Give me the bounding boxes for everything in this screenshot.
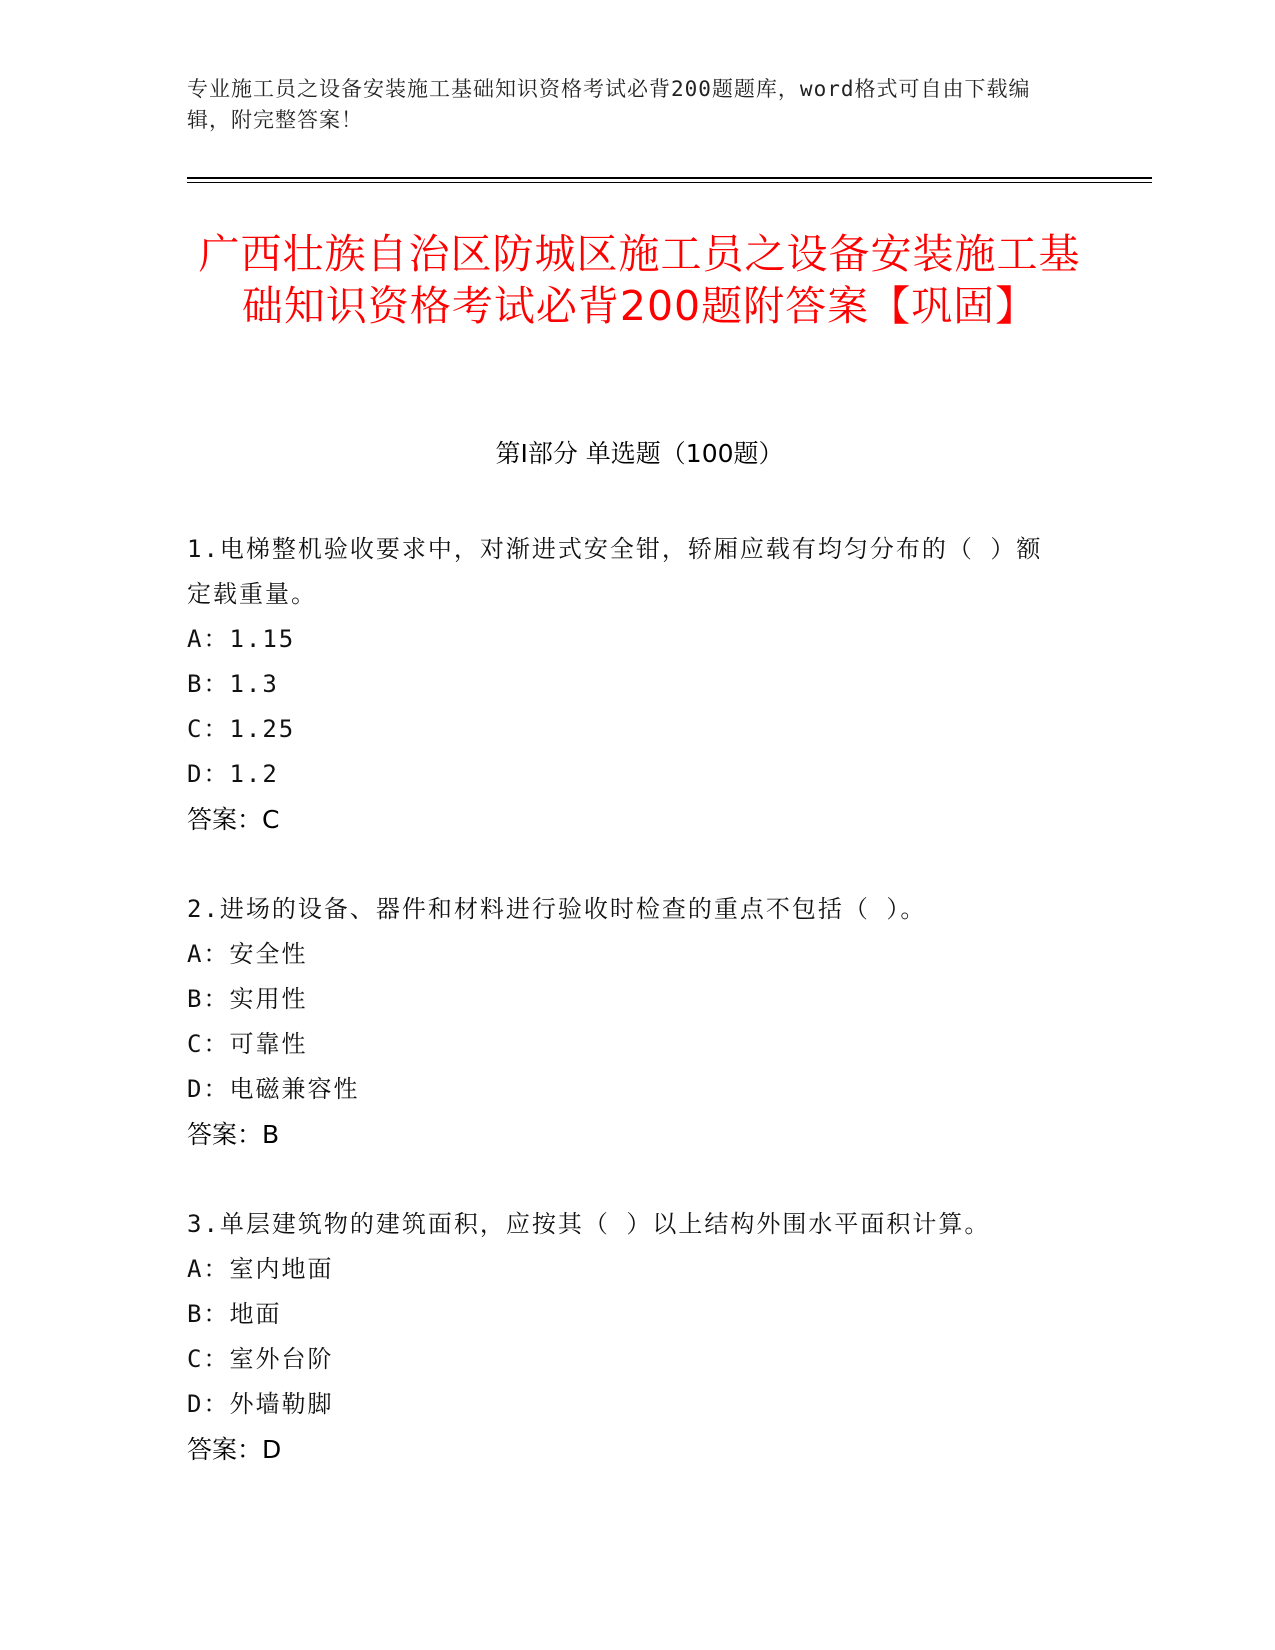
question-list: [187, 527, 1067, 1517]
section-title: 第Ⅰ部分 单选题（100题）: [495, 439, 784, 468]
option-c: C：可靠性: [187, 1030, 308, 1058]
option-b: B：实用性: [187, 985, 308, 1013]
option-a: A：室内地面: [187, 1255, 334, 1283]
header-note: 专业施工员之设备安装施工基础知识资格考试必背200题题库，word格式可自由下载编辑，附完整答案！: [187, 77, 1031, 132]
option-b: B：地面: [187, 1300, 282, 1328]
option-c: C：1.25: [187, 715, 296, 743]
answer-line: 答案：C: [187, 805, 280, 834]
answer-line: 答案：D: [187, 1435, 282, 1464]
option-d: D：电磁兼容性: [187, 1075, 360, 1103]
option-d: D：外墙勒脚: [187, 1390, 334, 1418]
option-d: D：1.2: [187, 760, 279, 788]
option-a: A：1.15: [187, 625, 296, 653]
question-stem: 2.进场的设备、器件和材料进行验收时检查的重点不包括（ ）。: [187, 895, 927, 923]
question-stem: 3.单层建筑物的建筑面积，应按其（ ）以上结构外围水平面积计算。: [187, 1210, 991, 1238]
question-item: [187, 1202, 1067, 1472]
option-c: C：室外台阶: [187, 1345, 334, 1373]
document-title: 广西壮族自治区防城区施工员之设备安装施工基础知识资格考试必背200题附答案【巩固】: [198, 230, 1081, 330]
header-divider-thin: [187, 182, 1152, 183]
header-divider-thick: [187, 177, 1152, 179]
option-a: A：安全性: [187, 940, 308, 968]
answer-line: 答案：B: [187, 1120, 280, 1149]
question-item: [187, 527, 1067, 842]
question-stem: 1.电梯整机验收要求中，对渐进式安全钳，轿厢应载有均匀分布的（ ）额定载重量。: [187, 535, 1043, 608]
option-b: B：1.3: [187, 670, 279, 698]
question-item: [187, 887, 1067, 1157]
